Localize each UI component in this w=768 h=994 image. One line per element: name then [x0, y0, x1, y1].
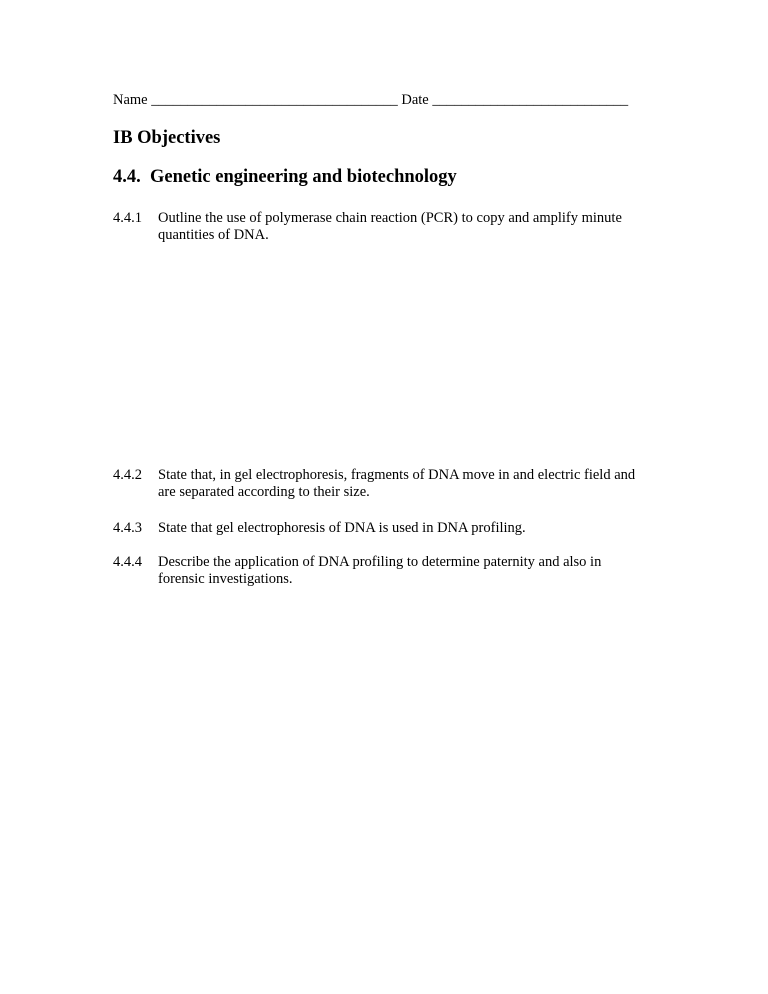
date-blank: ___________________________: [432, 92, 629, 108]
objective-4-4-1: [113, 210, 673, 244]
section-title: Genetic engineering and biotechnology: [150, 167, 457, 187]
objective-4-4-4: [113, 554, 673, 588]
objective-text: [158, 554, 673, 588]
name-blank: __________________________________: [151, 92, 398, 108]
objective-4-4-2: [113, 467, 673, 501]
objective-number: 4.4.3: [113, 520, 142, 536]
name-label: Name: [113, 92, 148, 108]
objective-line: Describe the application of DNA profiling to determine paternity and also in: [158, 554, 602, 570]
objective-4-4-3: [113, 520, 673, 537]
objective-text: [158, 520, 673, 537]
date-label: Date: [401, 92, 429, 108]
objective-line: State that gel electrophoresis of DNA is used in DNA profiling.: [158, 520, 526, 536]
objective-number: 4.4.1: [113, 210, 142, 226]
section-heading: [113, 166, 457, 188]
objective-line: forensic investigations.: [158, 571, 293, 587]
objective-line: Outline the use of polymerase chain reaction (PCR) to copy and amplify minute: [158, 210, 622, 226]
objective-text: [158, 467, 673, 501]
objective-line: quantities of DNA.: [158, 227, 269, 243]
objective-text: [158, 210, 673, 244]
page-title: IB Objectives: [113, 128, 221, 148]
objective-number: 4.4.2: [113, 467, 142, 483]
section-number: 4.4.: [113, 167, 141, 187]
objective-number: 4.4.4: [113, 554, 142, 570]
objective-line: State that, in gel electrophoresis, fragments of DNA move in and electric field and: [158, 467, 636, 483]
objective-line: are separated according to their size.: [158, 484, 370, 500]
name-date-line: [113, 91, 628, 109]
